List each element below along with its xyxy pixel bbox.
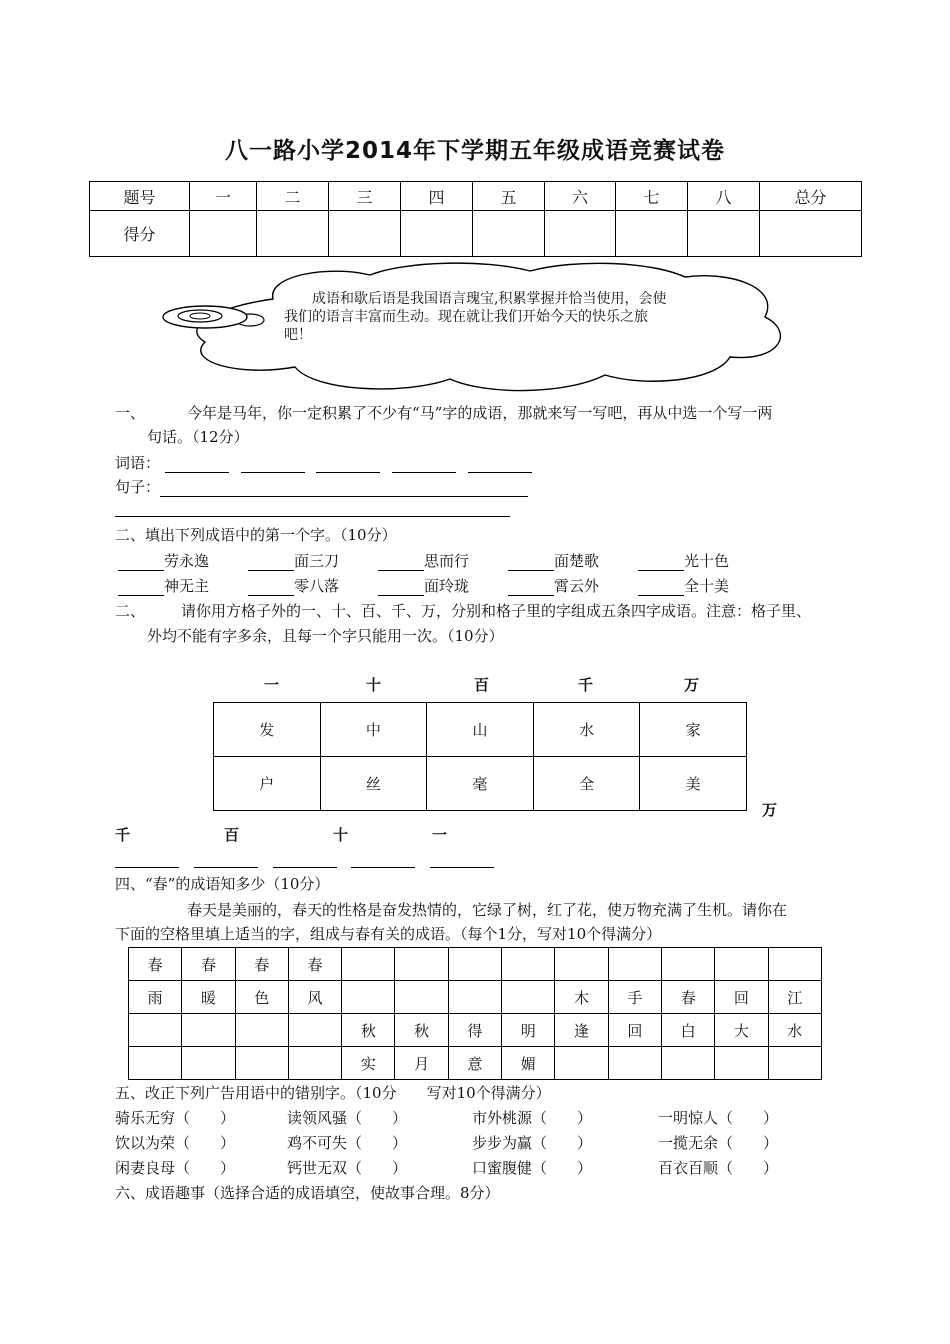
answer-blank[interactable] <box>241 456 305 473</box>
answer-blank[interactable] <box>194 851 258 868</box>
spring-cell: 春 <box>235 948 288 981</box>
cloud-callout-text: 成语和歇后语是我国语言瑰宝,积累掌握并恰当使用，会使我们的语言丰富而生动。现在就让我们开始今天的快乐之旅吧！ <box>284 291 667 343</box>
spring-cell: 秋 <box>395 1014 448 1047</box>
q2-item-text: 霄云外 <box>554 577 600 595</box>
spring-cell-blank[interactable] <box>129 1014 182 1047</box>
q1-sentence-label: 句子： <box>115 478 161 496</box>
spring-cell-blank[interactable] <box>502 981 555 1014</box>
spring-cell: 秋 <box>342 1014 395 1047</box>
spring-cell: 实 <box>342 1047 395 1080</box>
q5-item: 百衣百顺（ ） <box>658 1159 779 1177</box>
q3-bottom-char: 百 <box>224 826 240 844</box>
spring-cell-blank[interactable] <box>715 1047 768 1080</box>
q3-grid-cell: 中 <box>320 703 427 757</box>
spring-cell-blank[interactable] <box>715 948 768 981</box>
q3-grid-cell: 家 <box>640 703 747 757</box>
q3-grid-cell: 户 <box>214 757 321 811</box>
q5-row <box>115 1133 818 1153</box>
q5-item: 一明惊人（ ） <box>658 1109 779 1127</box>
score-header-cell: 八 <box>688 182 760 211</box>
spring-cell: 色 <box>235 981 288 1014</box>
spring-cell: 月 <box>395 1047 448 1080</box>
q3-top-char: 百 <box>474 676 490 694</box>
q3-char-grid <box>213 702 747 811</box>
q3-grid-cell: 丝 <box>320 757 427 811</box>
q3-text: 请你用方格子外的一、十、百、千、万，分别和格子里的字组成五条四字成语。注意：格子里、 <box>181 602 812 620</box>
answer-blank[interactable] <box>118 579 164 596</box>
answer-blank[interactable] <box>118 554 164 571</box>
q3-answer-row <box>115 848 494 868</box>
spring-cell-blank[interactable] <box>768 1047 821 1080</box>
sentence-blank[interactable] <box>115 516 510 517</box>
q2-item-text: 神无主 <box>164 577 210 595</box>
answer-blank[interactable] <box>115 851 179 868</box>
q5-row <box>115 1158 818 1178</box>
q3-grid-cell: 山 <box>427 703 534 757</box>
answer-blank[interactable] <box>468 456 532 473</box>
score-table <box>89 181 862 257</box>
q3-bottom-char: 十 <box>333 826 349 844</box>
spring-cell-blank[interactable] <box>288 1014 341 1047</box>
score-cell[interactable] <box>760 211 862 257</box>
q5-header: 五、改正下列广告用语中的错别字。（10分 写对10个得满分） <box>115 1084 551 1102</box>
spring-cell-blank[interactable] <box>448 981 501 1014</box>
spring-cell: 暖 <box>182 981 235 1014</box>
q2-item <box>248 576 378 596</box>
spring-cell-blank[interactable] <box>448 948 501 981</box>
spring-cell: 水 <box>768 1014 821 1047</box>
spring-cell: 得 <box>448 1014 501 1047</box>
spring-cell: 春 <box>288 948 341 981</box>
answer-blank[interactable] <box>165 456 229 473</box>
answer-blank[interactable] <box>430 851 494 868</box>
q3-top-char: 一 <box>264 676 280 694</box>
spring-cell: 白 <box>661 1014 714 1047</box>
q2-header: 二、填出下列成语中的第一个字。（10分） <box>115 526 397 544</box>
score-header-cell: 题号 <box>90 182 190 211</box>
q5-item: 骑乐无穷（ ） <box>115 1109 236 1127</box>
q3-grid-cell: 美 <box>640 757 747 811</box>
q3-grid-cell: 发 <box>214 703 321 757</box>
q5-item: 钙世无双（ ） <box>287 1159 408 1177</box>
q3-bottom-char: 千 <box>115 826 131 844</box>
spring-cell-blank[interactable] <box>395 948 448 981</box>
score-header-cell: 七 <box>616 182 688 211</box>
q5-item: 闲妻良母（ ） <box>115 1159 236 1177</box>
score-header-cell: 五 <box>473 182 545 211</box>
q2-item-text: 面楚歌 <box>554 552 600 570</box>
score-row-label: 得分 <box>90 211 190 257</box>
score-cell[interactable] <box>545 211 616 257</box>
sentence-blank[interactable] <box>160 480 528 497</box>
q3-line <box>115 601 811 621</box>
score-header-cell: 一 <box>190 182 257 211</box>
spring-cell-blank[interactable] <box>555 948 608 981</box>
spring-cell: 明 <box>502 1014 555 1047</box>
answer-blank[interactable] <box>351 851 415 868</box>
score-header-cell: 六 <box>545 182 616 211</box>
spring-cell-blank[interactable] <box>129 1047 182 1080</box>
spring-cell: 媚 <box>502 1047 555 1080</box>
q2-item <box>378 551 508 571</box>
spring-cell-blank[interactable] <box>608 1047 661 1080</box>
page-title: 八一路小学2014年下学期五年级成语竞赛试卷 <box>224 138 725 164</box>
q2-item-text: 光十色 <box>684 552 730 570</box>
q4-header: 四、“春”的成语知多少（10分） <box>115 875 330 893</box>
q2-item <box>508 551 638 571</box>
spring-cell-blank[interactable] <box>342 981 395 1014</box>
q3-right-char: 万 <box>762 801 778 819</box>
score-cell[interactable] <box>473 211 545 257</box>
spring-cell-blank[interactable] <box>288 1047 341 1080</box>
spring-cell: 春 <box>182 948 235 981</box>
q1-words-row <box>115 453 532 473</box>
spring-cell: 木 <box>555 981 608 1014</box>
spring-cell-blank[interactable] <box>342 948 395 981</box>
score-header-cell: 二 <box>257 182 329 211</box>
q3-grid-cell: 水 <box>533 703 640 757</box>
score-cell[interactable] <box>190 211 257 257</box>
q2-item-text: 零八落 <box>294 577 340 595</box>
q5-item: 口蜜腹健（ ） <box>472 1159 593 1177</box>
spring-cell-blank[interactable] <box>235 1014 288 1047</box>
q2-item <box>638 551 768 571</box>
spring-cell: 雨 <box>129 981 182 1014</box>
q2-row <box>118 551 768 571</box>
spring-cell-blank[interactable] <box>661 1047 714 1080</box>
q3-number: 二、 <box>115 602 146 620</box>
spring-cell-blank[interactable] <box>235 1047 288 1080</box>
q5-item: 饮以为荣（ ） <box>115 1134 236 1152</box>
q2-item <box>378 576 508 596</box>
q2-item-text: 思而行 <box>424 552 470 570</box>
spring-cell-blank[interactable] <box>395 981 448 1014</box>
q3-grid-cell: 毫 <box>427 757 534 811</box>
q5-item: 鸡不可失（ ） <box>287 1134 408 1152</box>
spring-cell: 手 <box>608 981 661 1014</box>
spring-cell: 春 <box>129 948 182 981</box>
q5-item: 步步为赢（ ） <box>472 1134 593 1152</box>
q2-item <box>118 551 248 571</box>
q3-top-char: 千 <box>578 676 594 694</box>
q2-item <box>248 551 378 571</box>
q2-item-text: 面玲珑 <box>424 577 470 595</box>
answer-blank[interactable] <box>273 851 337 868</box>
spring-cell-blank[interactable] <box>661 948 714 981</box>
score-cell[interactable] <box>329 211 401 257</box>
q3-grid-cell: 全 <box>533 757 640 811</box>
spring-cell-blank[interactable] <box>768 948 821 981</box>
score-header-cell: 四 <box>401 182 473 211</box>
q2-item-text: 劳永逸 <box>164 552 210 570</box>
spring-cell: 回 <box>608 1014 661 1047</box>
answer-blank[interactable] <box>378 554 424 571</box>
q4-text-cont: 下面的空格里填上适当的字，组成与春有关的成语。（每个1分，写对10个得满分） <box>115 925 662 943</box>
q1-words-label: 词语： <box>115 454 161 472</box>
q5-row <box>115 1108 818 1128</box>
score-row <box>90 211 862 257</box>
q5-item: 市外桃源（ ） <box>472 1109 593 1127</box>
spring-cell-blank[interactable] <box>555 1047 608 1080</box>
q3-top-char: 万 <box>684 676 700 694</box>
score-cell[interactable] <box>616 211 688 257</box>
q2-item <box>118 576 248 596</box>
q3-top-char: 十 <box>366 676 382 694</box>
q3-text-cont: 外均不能有字多余，且每一个字只能用一次。（10分） <box>147 627 504 645</box>
answer-blank[interactable] <box>248 554 294 571</box>
spring-cell: 风 <box>288 981 341 1014</box>
spring-cell: 江 <box>768 981 821 1014</box>
spring-cell: 大 <box>715 1014 768 1047</box>
score-header-row <box>90 182 862 211</box>
spring-cell-blank[interactable] <box>608 948 661 981</box>
answer-blank[interactable] <box>248 579 294 596</box>
q2-item <box>508 576 638 596</box>
answer-blank[interactable] <box>508 579 554 596</box>
q1-line <box>115 403 772 423</box>
q2-item-text: 全十美 <box>684 577 730 595</box>
q1-text: 今年是马年，你一定积累了不少有“马”字的成语，那就来写一写吧，再从中选一个写一两 <box>187 404 773 422</box>
spring-cell: 意 <box>448 1047 501 1080</box>
spring-cell-blank[interactable] <box>502 948 555 981</box>
score-cell[interactable] <box>257 211 329 257</box>
spring-cell-blank[interactable] <box>182 1014 235 1047</box>
q6-header: 六、成语趣事（选择合适的成语填空，使故事合理。8分） <box>115 1184 500 1202</box>
q5-item: 一揽无余（ ） <box>658 1134 779 1152</box>
q2-item-text: 面三刀 <box>294 552 340 570</box>
answer-blank[interactable] <box>638 554 684 571</box>
spring-cell-blank[interactable] <box>182 1047 235 1080</box>
answer-blank[interactable] <box>392 456 456 473</box>
q1-sentence-row <box>115 477 528 497</box>
score-header-cell: 三 <box>329 182 401 211</box>
q2-row <box>118 576 768 596</box>
answer-blank[interactable] <box>378 579 424 596</box>
score-cell[interactable] <box>401 211 473 257</box>
q5-item: 读领风骚（ ） <box>287 1109 408 1127</box>
spring-idiom-grid <box>128 947 822 1080</box>
spring-cell: 逢 <box>555 1014 608 1047</box>
q2-item <box>638 576 768 596</box>
answer-blank[interactable] <box>638 579 684 596</box>
q1-number: 一、 <box>115 404 146 422</box>
q1-text-cont: 句话。（12分） <box>147 428 249 446</box>
spring-cell: 春 <box>661 981 714 1014</box>
score-header-cell: 总分 <box>760 182 862 211</box>
answer-blank[interactable] <box>316 456 380 473</box>
answer-blank[interactable] <box>508 554 554 571</box>
q3-bottom-char: 一 <box>432 826 448 844</box>
q4-text: 春天是美丽的，春天的性格是奋发热情的，它绿了树，红了花，使万物充满了生机。请你在 <box>187 901 788 919</box>
spring-cell: 回 <box>715 981 768 1014</box>
score-cell[interactable] <box>688 211 760 257</box>
